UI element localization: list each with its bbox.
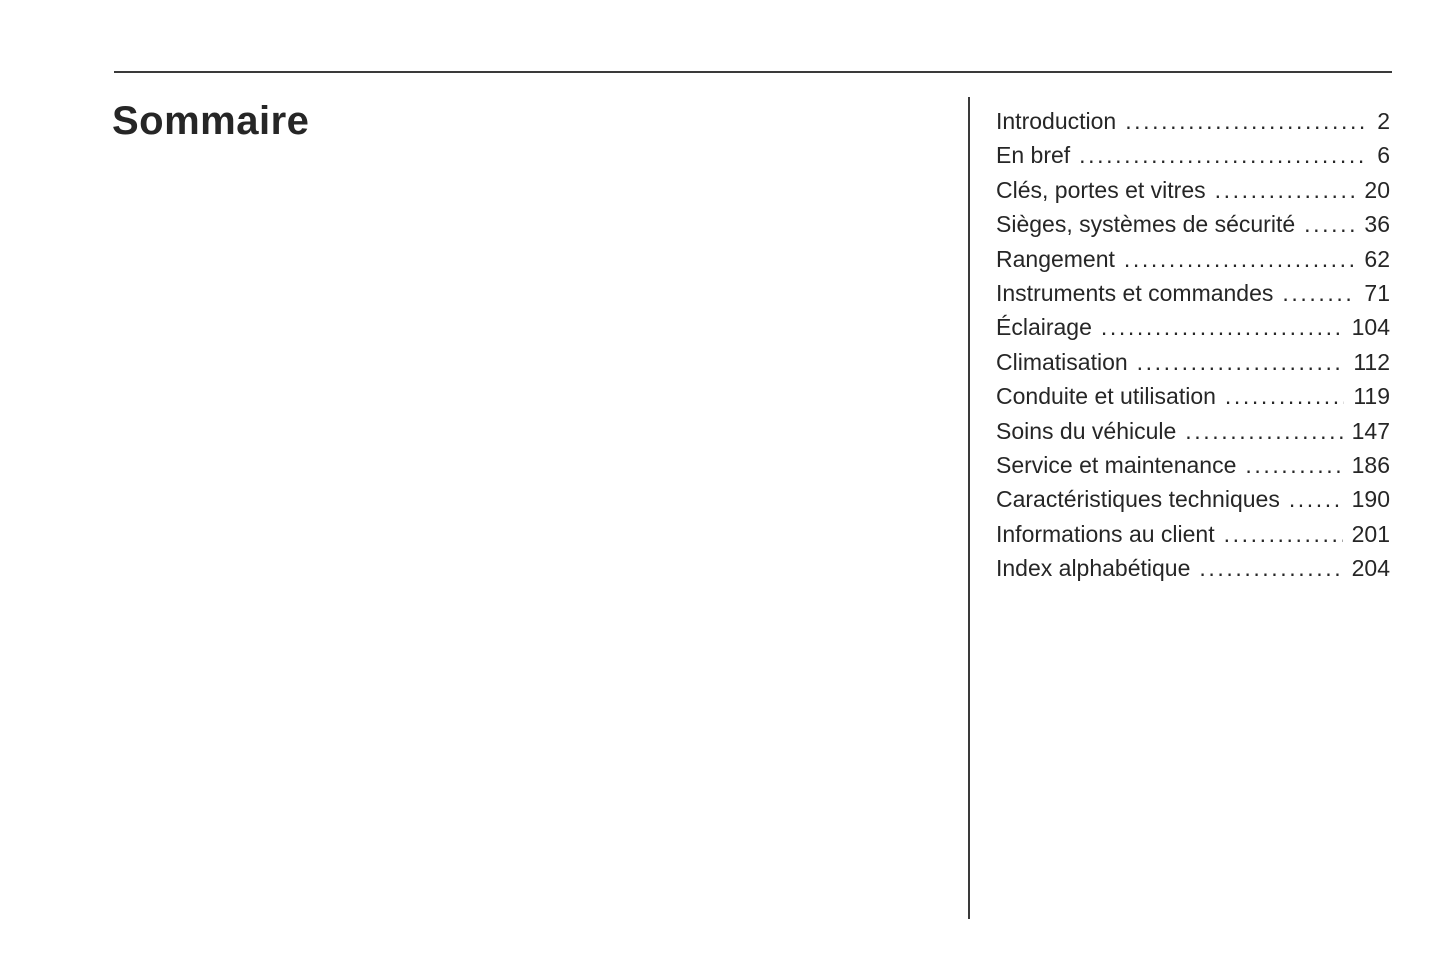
toc-entry-page: 119 [1344, 379, 1390, 413]
toc-entry-page: 6 [1368, 138, 1390, 172]
toc-entry [996, 517, 1390, 551]
toc-entry-label: Rangement [996, 245, 1115, 272]
toc-entry-label: Soins du véhicule [996, 417, 1177, 444]
dot-leader [1116, 108, 1390, 134]
toc-entry-label: Index alphabétique [996, 555, 1191, 582]
toc-entry [996, 551, 1390, 585]
toc-entry-page: 71 [1355, 276, 1390, 310]
toc-entry-label: Introduction [996, 108, 1117, 134]
toc-entry-page: 20 [1355, 173, 1390, 207]
dot-leader [1115, 246, 1390, 272]
toc-entry-page: 186 [1343, 448, 1390, 482]
table-of-contents [996, 104, 1390, 585]
toc-entry [996, 138, 1390, 172]
toc-entry [996, 345, 1390, 379]
toc-entry-page: 190 [1343, 482, 1390, 516]
toc-entry [996, 310, 1390, 344]
toc-entry-page: 2 [1368, 104, 1390, 138]
toc-entry-page: 62 [1355, 242, 1390, 276]
toc-entry [996, 104, 1390, 138]
toc-entry [996, 207, 1390, 241]
toc-entry-label: Instruments et commandes [996, 279, 1274, 306]
toc-entry-page: 112 [1344, 345, 1390, 379]
toc-entry [996, 173, 1390, 207]
toc-entry-page: 204 [1343, 551, 1390, 585]
toc-entry-page: 36 [1355, 207, 1390, 241]
toc-entry [996, 414, 1390, 448]
toc-entry-label: Informations au client [996, 520, 1215, 547]
dot-leader [1070, 142, 1390, 168]
toc-entry [996, 448, 1390, 482]
toc-entry-label: Clés, portes et vitres [996, 176, 1206, 203]
toc-entry [996, 276, 1390, 310]
toc-entry-label: Sièges, systèmes de sécurité [996, 211, 1296, 238]
toc-entry-page: 104 [1343, 310, 1390, 344]
toc-entry-label: Conduite et utilisation [996, 383, 1216, 410]
toc-entry-page: 147 [1343, 414, 1390, 448]
column-divider [968, 97, 970, 919]
page-title: Sommaire [112, 99, 310, 143]
toc-entry-label: Service et maintenance [996, 451, 1237, 478]
toc-entry [996, 379, 1390, 413]
toc-entry-label: Climatisation [996, 348, 1128, 375]
toc-entry-label: Caractéristiques techniques [996, 486, 1280, 513]
toc-entry-label: En bref [996, 142, 1071, 169]
toc-entry [996, 482, 1390, 516]
header-rule [114, 71, 1392, 73]
toc-entry-page: 201 [1343, 517, 1390, 551]
toc-entry [996, 242, 1390, 276]
toc-entry-label: Éclairage [996, 314, 1092, 341]
